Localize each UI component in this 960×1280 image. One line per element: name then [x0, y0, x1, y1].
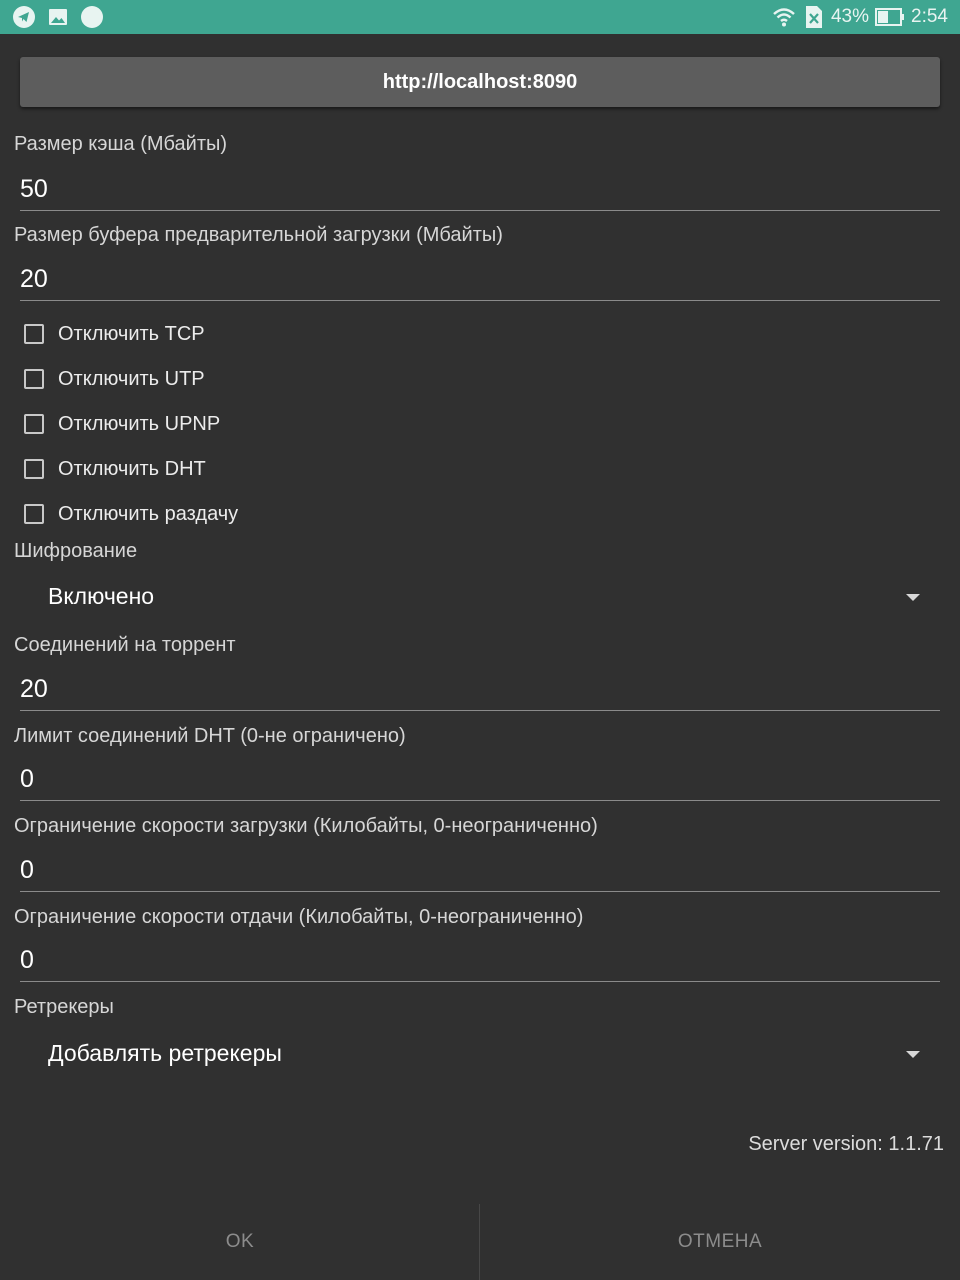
checkbox-box[interactable] [24, 414, 44, 434]
checkbox-disable-dht[interactable] [24, 455, 206, 483]
checkbox-disable-seeding[interactable] [24, 500, 238, 528]
battery-percent: 43% [830, 6, 870, 27]
encryption-label: Шифрование [14, 540, 138, 562]
dht-limit-input[interactable] [20, 756, 940, 801]
dht-limit-value: 0 [20, 765, 34, 793]
checkbox-disable-utp[interactable] [24, 365, 205, 393]
system-status [771, 0, 948, 34]
retrackers-label: Ретрекеры [14, 996, 114, 1018]
upload-limit-label: Ограничение скорости отдачи (Килобайты, 0-неограниченно) [14, 906, 584, 928]
checkbox-label: Отключить TCP [58, 322, 205, 345]
wifi-icon [771, 4, 797, 30]
checkbox-label: Отключить UPNP [58, 412, 221, 435]
notification-icons [12, 5, 104, 29]
cache-size-label: Размер кэша (Мбайты) [14, 133, 228, 155]
retrackers-selected: Добавлять ретрекеры [48, 1040, 282, 1066]
clock: 2:54 [911, 6, 948, 27]
cache-size-input[interactable] [20, 166, 940, 211]
image-icon [46, 5, 70, 29]
connections-label: Соединений на торрент [14, 634, 236, 656]
cache-size-value: 50 [20, 175, 48, 203]
checkbox-box[interactable] [24, 459, 44, 479]
circle-icon [80, 5, 104, 29]
preload-buffer-input[interactable] [20, 256, 940, 301]
encryption-selected: Включено [48, 583, 155, 609]
retrackers-dropdown[interactable] [20, 1032, 940, 1078]
checkbox-box[interactable] [24, 369, 44, 389]
checkbox-disable-tcp[interactable] [24, 320, 205, 348]
checkbox-disable-upnp[interactable] [24, 410, 220, 438]
cancel-button[interactable]: ОТМЕНА [677, 1231, 763, 1252]
status-bar [0, 0, 960, 34]
download-limit-input[interactable] [20, 847, 940, 892]
checkbox-box[interactable] [24, 504, 44, 524]
dht-limit-label: Лимит соединений DHT (0-не ограничено) [14, 725, 406, 747]
server-version: Server version: 1.1.71 [748, 1133, 944, 1155]
upload-limit-input[interactable] [20, 937, 940, 982]
checkbox-label: Отключить DHT [58, 457, 206, 480]
download-limit-label: Ограничение скорости загрузки (Килобайты, 0-неограниченно) [14, 815, 598, 837]
connections-input[interactable] [20, 666, 940, 711]
battery-icon [875, 7, 905, 27]
upload-limit-value: 0 [20, 946, 34, 974]
server-url-button[interactable]: http://localhost:8090 [20, 57, 940, 107]
checkbox-label: Отключить раздачу [58, 502, 239, 525]
dropdown-arrow-icon [906, 594, 920, 601]
dropdown-arrow-icon [906, 1051, 920, 1058]
connections-value: 20 [20, 675, 48, 703]
button-divider [479, 1204, 480, 1280]
checkbox-label: Отключить UTP [58, 367, 205, 390]
ok-button[interactable]: OK [225, 1231, 255, 1252]
dialog-buttons [0, 1204, 960, 1280]
checkbox-box[interactable] [24, 324, 44, 344]
telegram-icon [12, 5, 36, 29]
no-sim-icon [803, 4, 825, 30]
preload-buffer-label: Размер буфера предварительной загрузки (Мбайты) [14, 224, 503, 246]
encryption-dropdown[interactable] [20, 575, 940, 621]
download-limit-value: 0 [20, 856, 34, 884]
preload-buffer-value: 20 [20, 265, 48, 293]
